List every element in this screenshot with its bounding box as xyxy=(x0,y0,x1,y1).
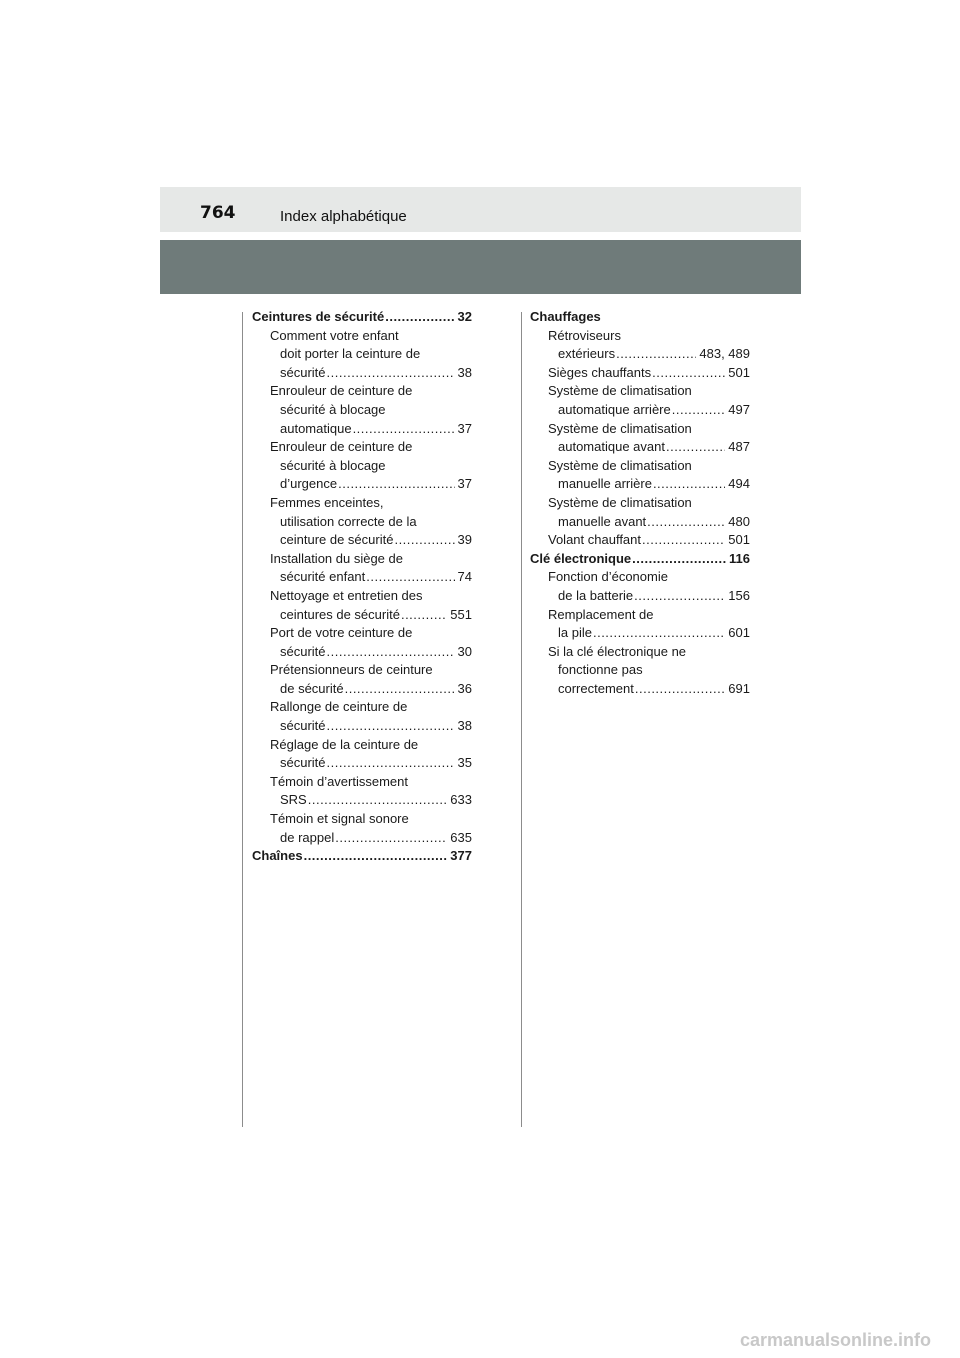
index-entry xyxy=(252,438,472,457)
index-entry xyxy=(530,624,750,643)
index-column-right xyxy=(530,308,750,698)
page-reference: 36 xyxy=(457,680,472,696)
dot-leader xyxy=(634,587,725,606)
entry-text: Rallonge de ceinture de xyxy=(270,699,408,715)
entry-text: sécurité à blocage xyxy=(280,401,386,417)
entry-text: de la batterie xyxy=(558,587,634,603)
entry-text: Rétroviseurs xyxy=(548,327,621,343)
header-band xyxy=(160,187,801,232)
index-entry xyxy=(252,531,472,550)
index-entry xyxy=(252,810,472,829)
entry-text: de sécurité xyxy=(280,680,344,696)
page-reference: 38 xyxy=(457,364,472,380)
index-entry xyxy=(252,829,472,848)
entry-text: Système de climatisation xyxy=(548,494,692,510)
chapter-band xyxy=(160,240,801,294)
entry-text: SRS xyxy=(280,792,307,808)
index-entry xyxy=(252,606,472,625)
dot-leader xyxy=(616,345,696,364)
index-entry xyxy=(530,345,750,364)
entry-text: fonctionne pas xyxy=(558,662,643,678)
entry-text: Ceintures de sécurité xyxy=(252,309,385,324)
index-entry xyxy=(252,345,472,364)
index-entry xyxy=(530,327,750,346)
dot-leader xyxy=(652,364,725,383)
dot-leader xyxy=(635,680,725,699)
index-entry xyxy=(530,661,750,680)
entry-text: automatique avant xyxy=(558,439,665,455)
index-entry xyxy=(530,606,750,625)
index-entry xyxy=(252,643,472,662)
entry-text: Volant chauffant xyxy=(548,532,642,548)
entry-text: Nettoyage et entretien des xyxy=(270,587,423,603)
dot-leader xyxy=(327,364,455,383)
page-reference: 487 xyxy=(728,439,750,455)
entry-text: sécurité xyxy=(280,364,326,380)
entry-text: ceinture de sécurité xyxy=(280,532,394,548)
page-reference: 38 xyxy=(457,718,472,734)
dot-leader xyxy=(335,829,447,848)
entry-text: sécurité à blocage xyxy=(280,457,386,473)
page-reference: 116 xyxy=(729,550,750,566)
dot-leader xyxy=(647,513,725,532)
dot-leader xyxy=(642,531,725,550)
section-title: Index alphabétique xyxy=(280,208,407,225)
entry-text: Port de votre ceinture de xyxy=(270,625,413,641)
entry-text: Système de climatisation xyxy=(548,383,692,399)
entry-text: sécurité xyxy=(280,718,326,734)
page-reference: 30 xyxy=(457,643,472,659)
entry-text: Sièges chauffants xyxy=(548,364,652,380)
dot-leader xyxy=(401,606,447,625)
page-reference: 501 xyxy=(728,532,750,548)
left-column-rule xyxy=(242,312,243,1127)
dot-leader xyxy=(666,438,725,457)
dot-leader xyxy=(672,401,726,420)
entry-text: Enrouleur de ceinture de xyxy=(270,383,413,399)
entry-text: Fonction d’économie xyxy=(548,569,668,585)
index-entry xyxy=(530,531,750,550)
dot-leader xyxy=(632,550,726,569)
watermark: carmanualsonline.info xyxy=(740,1330,932,1350)
index-entry xyxy=(252,717,472,736)
index-entry xyxy=(530,401,750,420)
index-entry xyxy=(252,457,472,476)
page-reference: 32 xyxy=(457,309,472,324)
page-reference: 156 xyxy=(728,587,750,603)
index-column-left xyxy=(252,308,472,866)
entry-text: la pile xyxy=(558,625,592,641)
dot-leader xyxy=(394,531,454,550)
index-entry xyxy=(530,420,750,439)
index-entry xyxy=(530,568,750,587)
index-entry xyxy=(530,643,750,662)
dot-leader xyxy=(653,475,725,494)
entry-text: Chauffages xyxy=(530,309,601,324)
index-entry xyxy=(530,680,750,699)
index-entry xyxy=(530,364,750,383)
entry-text: sécurité xyxy=(280,755,326,771)
entry-text: Remplacement de xyxy=(548,606,654,622)
page-reference: 633 xyxy=(450,792,472,808)
right-column-rule xyxy=(521,312,522,1127)
dot-leader xyxy=(366,568,454,587)
index-entry xyxy=(252,661,472,680)
index-entry xyxy=(252,773,472,792)
entry-text: Témoin d’avertissement xyxy=(270,773,408,789)
index-entry xyxy=(530,438,750,457)
page-reference: 691 xyxy=(728,680,750,696)
index-heading xyxy=(252,308,472,327)
index-entry xyxy=(530,494,750,513)
entry-text: de rappel xyxy=(280,829,335,845)
entry-text: Comment votre enfant xyxy=(270,327,399,343)
page-number: 764 xyxy=(200,203,236,223)
page-reference: 37 xyxy=(457,420,472,436)
index-entry xyxy=(252,420,472,439)
page-reference: 35 xyxy=(457,755,472,771)
page-reference: 494 xyxy=(728,476,750,492)
index-entry xyxy=(252,550,472,569)
index-entry xyxy=(252,736,472,755)
dot-leader xyxy=(353,420,455,439)
entry-text: correctement xyxy=(558,680,634,696)
dot-leader xyxy=(327,754,455,773)
page-reference: 501 xyxy=(728,364,750,380)
index-entry xyxy=(530,587,750,606)
page-reference: 497 xyxy=(728,401,750,417)
index-entry xyxy=(252,475,472,494)
page-reference: 74 xyxy=(457,569,472,585)
index-heading xyxy=(252,847,472,866)
dot-leader xyxy=(308,791,448,810)
entry-text: Enrouleur de ceinture de xyxy=(270,439,413,455)
entry-text: Réglage de la ceinture de xyxy=(270,736,419,752)
index-entry xyxy=(252,698,472,717)
entry-text: manuelle avant xyxy=(558,513,647,529)
page-reference: 635 xyxy=(450,829,472,845)
page-reference: 480 xyxy=(728,513,750,529)
entry-text: Femmes enceintes, xyxy=(270,494,384,510)
entry-text: Système de climatisation xyxy=(548,420,692,436)
entry-text: Chaînes xyxy=(252,848,303,864)
page-reference: 551 xyxy=(450,606,472,622)
index-heading xyxy=(530,550,750,569)
page-reference: 601 xyxy=(728,625,750,641)
page-reference: 377 xyxy=(450,848,472,864)
index-entry xyxy=(530,475,750,494)
dot-leader xyxy=(327,643,455,662)
entry-text: Prétensionneurs de ceinture xyxy=(270,662,433,678)
page-reference: 37 xyxy=(457,476,472,492)
index-entry xyxy=(530,457,750,476)
entry-text: automatique arrière xyxy=(558,401,671,417)
entry-text: sécurité xyxy=(280,643,326,659)
index-entry xyxy=(252,494,472,513)
index-entry xyxy=(530,382,750,401)
entry-text: doit porter la ceinture de xyxy=(280,346,421,362)
index-entry xyxy=(252,568,472,587)
dot-leader xyxy=(593,624,725,643)
page-reference: 483, 489 xyxy=(699,346,750,362)
entry-text: Installation du siège de xyxy=(270,550,403,566)
entry-text: sécurité enfant xyxy=(280,569,366,585)
index-entry xyxy=(252,624,472,643)
index-entry xyxy=(252,754,472,773)
index-entry xyxy=(252,680,472,699)
entry-text: automatique xyxy=(280,420,352,436)
index-entry xyxy=(252,327,472,346)
index-entry xyxy=(252,364,472,383)
dot-leader xyxy=(385,308,454,327)
entry-text: ceintures de sécurité xyxy=(280,606,400,622)
index-entry xyxy=(530,513,750,532)
dot-leader xyxy=(338,475,454,494)
entry-text: Clé électronique xyxy=(530,550,632,566)
dot-leader xyxy=(304,847,448,866)
dot-leader xyxy=(345,680,455,699)
entry-text: manuelle arrière xyxy=(558,476,652,492)
index-entry xyxy=(252,401,472,420)
entry-text: d’urgence xyxy=(280,476,338,492)
index-entry xyxy=(252,382,472,401)
entry-text: Témoin et signal sonore xyxy=(270,811,409,827)
index-entry xyxy=(252,513,472,532)
dot-leader xyxy=(327,717,455,736)
entry-text: Système de climatisation xyxy=(548,457,692,473)
entry-text: Si la clé électronique ne xyxy=(548,643,687,659)
page-reference: 39 xyxy=(457,532,472,548)
entry-text: extérieurs xyxy=(558,346,616,362)
entry-text: utilisation correcte de la xyxy=(280,513,417,529)
index-entry xyxy=(252,791,472,810)
index-heading xyxy=(530,308,750,327)
index-entry xyxy=(252,587,472,606)
